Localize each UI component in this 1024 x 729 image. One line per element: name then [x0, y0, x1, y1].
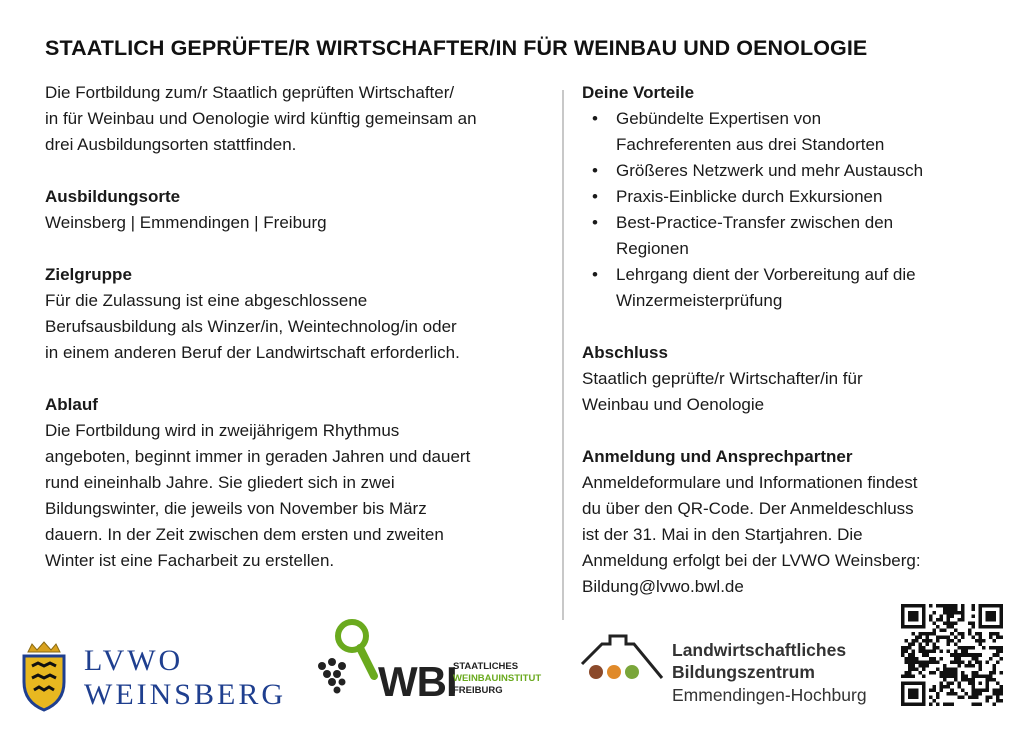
zielgruppe-heading: Zielgruppe: [45, 265, 132, 284]
lbz-logo: [578, 628, 878, 708]
ablauf-line: Die Fortbildung wird in zweijährigem Rhythmus: [45, 421, 400, 440]
lbz-house-icon: [578, 628, 668, 698]
intro-line: in für Weinbau und Oenologie wird künftig gemeinsam an: [45, 109, 477, 128]
list-item: [616, 210, 1002, 262]
zielgruppe-line: Berufsausbildung als Winzer/in, Weintechnolog/in oder: [45, 317, 457, 336]
ablauf-line: Bildungswinter, die jeweils von November bis März: [45, 499, 427, 518]
list-item-line: Fachreferenten aus drei Standorten: [616, 135, 885, 154]
right-column: [582, 80, 1002, 626]
wbi-line: STAATLICHES: [453, 661, 519, 672]
left-column: [45, 80, 560, 600]
anmeldung-line: du über den QR-Code. Der Anmeldeschluss: [582, 499, 914, 518]
anmeldung-email[interactable]: Bildung@lvwo.bwl.de: [582, 577, 744, 596]
abschluss-heading: Abschluss: [582, 343, 668, 362]
list-item: [616, 158, 1002, 184]
list-item: [616, 106, 1002, 158]
intro-line: Die Fortbildung zum/r Staatlich geprüften Wirtschafter/: [45, 83, 455, 102]
intro-line: drei Ausbildungsorten stattfinden.: [45, 135, 297, 154]
anmeldung-line: Anmeldeformulare und Informationen findest: [582, 473, 918, 492]
list-item-line: Winzermeisterprüfung: [616, 291, 783, 310]
abschluss-line: Weinbau und Oenologie: [582, 395, 765, 414]
ablauf-line: dauern. In der Zeit zwischen dem ersten und zweiten: [45, 525, 444, 544]
list-item: [616, 184, 1002, 210]
intro-section: [45, 80, 560, 158]
lbz-line: Emmendingen-Hochburg: [672, 685, 867, 705]
wbi-line: FREIBURG: [453, 685, 503, 696]
ausbildungsorte-section: [45, 184, 560, 236]
qr-code-icon[interactable]: [901, 604, 1003, 706]
list-item: [616, 262, 1002, 314]
lbz-line: Landwirtschaftliches: [672, 640, 847, 660]
lvwo-crest-icon: [18, 638, 70, 712]
zielgruppe-section: [45, 262, 560, 366]
ablauf-heading: Ablauf: [45, 395, 98, 414]
ausbildungsorte-heading: Ausbildungsorte: [45, 187, 181, 206]
anmeldung-line: Anmeldung erfolgt bei der LVWO Weinsberg:: [582, 551, 921, 570]
ausbildungsorte-text: Weinsberg | Emmendingen | Freiburg: [45, 213, 327, 232]
lvwo-name: LVWO: [84, 644, 184, 677]
anmeldung-line: ist der 31. Mai in den Startjahren. Die: [582, 525, 863, 544]
list-item-line: Praxis-Einblicke durch Exkursionen: [616, 187, 883, 206]
lbz-line: Bildungszentrum: [672, 662, 815, 682]
ablauf-line: angeboten, beginnt immer in geraden Jahren und dauert: [45, 447, 471, 466]
ablauf-section: [45, 392, 560, 574]
list-item-line: Größeres Netzwerk und mehr Austausch: [616, 161, 924, 180]
abschluss-line: Staatlich geprüfte/r Wirtschafter/in für: [582, 369, 863, 388]
anmeldung-section: [582, 444, 1002, 600]
vorteile-list: [582, 106, 1002, 314]
zielgruppe-line: in einem anderen Beruf der Landwirtschaft erforderlich.: [45, 343, 460, 362]
wbi-line: WEINBAUINSTITUT: [453, 673, 542, 684]
ablauf-line: Winter ist eine Facharbeit zu erstellen.: [45, 551, 335, 570]
list-item-line: Regionen: [616, 239, 689, 258]
vorteile-section: [582, 80, 1002, 314]
list-item-line: Lehrgang dient der Vorbereitung auf die: [616, 265, 916, 284]
ablauf-line: rund eineinhalb Jahre. Sie gliedert sich in zwei: [45, 473, 395, 492]
column-divider: [562, 90, 564, 620]
lvwo-location: WEINSBERG: [84, 678, 286, 711]
lvwo-logo: [18, 638, 308, 712]
list-item-line: Gebündelte Expertisen von: [616, 109, 822, 128]
list-item-line: Best-Practice-Transfer zwischen den: [616, 213, 894, 232]
abschluss-section: [582, 340, 1002, 418]
anmeldung-heading: Anmeldung und Ansprechpartner: [582, 447, 853, 466]
vorteile-heading: Deine Vorteile: [582, 83, 695, 102]
wbi-acronym: WBI: [378, 658, 457, 705]
page-title: STAATLICH GEPRÜFTE/R WIRTSCHAFTER/IN FÜR WEINBAU UND OENOLOGIE: [45, 36, 868, 60]
wbi-logo: [312, 618, 562, 708]
zielgruppe-line: Für die Zulassung ist eine abgeschlossene: [45, 291, 368, 310]
